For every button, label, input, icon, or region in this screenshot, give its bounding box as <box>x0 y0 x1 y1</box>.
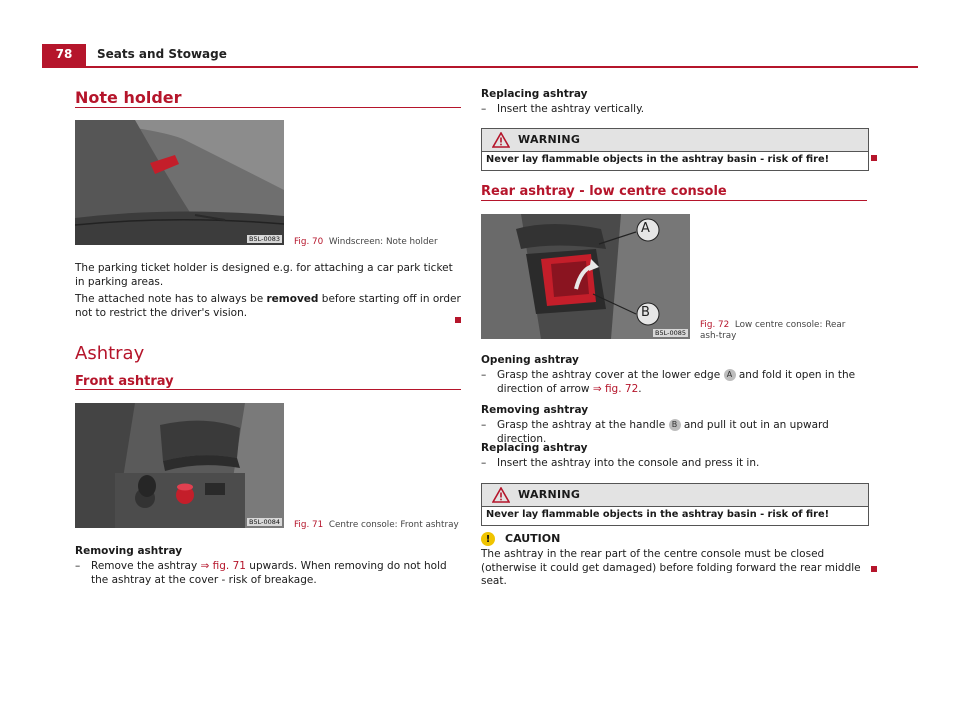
list-item-text: Insert the ashtray into the console and press it in. <box>497 457 760 469</box>
figure-caption <box>294 237 464 248</box>
caption-number: Fig. 72 <box>700 320 730 330</box>
replacing-ashtray-label: Replacing ashtray <box>481 442 588 454</box>
paragraph-note-holder-1: The parking ticket holder is designed e.g. for attaching a car park ticket in parking areas. <box>75 262 453 288</box>
rear-console-illustration <box>481 214 690 339</box>
list-item <box>481 369 869 399</box>
caution-header <box>481 532 560 546</box>
text-span: upwards. When removing do not hold the ashtray at the cover - risk of breakage. <box>91 560 447 586</box>
figure-reference-link[interactable]: ⇒ fig. 71 <box>200 560 246 572</box>
text-span: Remove the ashtray <box>91 560 201 572</box>
warning-title: WARNING <box>518 132 581 146</box>
figure-caption <box>294 520 464 531</box>
callout-label-a: A <box>641 221 650 236</box>
callout-badge-b: B <box>669 419 681 431</box>
removing-ashtray-label: Removing ashtray <box>481 404 589 416</box>
list-item-text <box>91 560 463 587</box>
caption-number: Fig. 71 <box>294 520 324 530</box>
list-item <box>481 457 869 472</box>
emphasis-removed: removed <box>266 293 319 305</box>
figure-reference-link[interactable]: ⇒ fig. 72 <box>592 382 639 395</box>
callout-label-b: B <box>641 305 650 320</box>
text-span: Grasp the ashtray cover at the lower edge <box>497 369 724 381</box>
heading-rule <box>75 389 461 390</box>
centre-console-illustration <box>75 403 284 528</box>
ashtray-heading: Ashtray <box>75 343 145 364</box>
dash-bullet: – <box>481 103 487 115</box>
list-item <box>75 560 463 590</box>
note-holder-heading: Note holder <box>75 88 182 107</box>
heading-rule <box>75 107 461 108</box>
warning-text: Never lay flammable objects in the ashtray basin - risk of fire! <box>486 154 830 165</box>
caption-text: Centre console: Front ashtray <box>328 520 459 530</box>
section-end-marker <box>871 155 877 161</box>
text-span: before starting off in order not to restrict the driver's vision. <box>75 293 461 319</box>
text-span: and pull it out in an upward direction. <box>497 419 829 445</box>
caption-text: Windscreen: Note holder <box>328 237 438 247</box>
rear-ashtray-heading: Rear ashtray - low centre console <box>481 184 727 199</box>
paragraph-note-holder-2 <box>75 293 463 320</box>
caution-exclamation-icon: ! <box>481 532 495 546</box>
warning-triangle-icon <box>492 132 510 148</box>
section-end-marker <box>455 317 461 323</box>
replacing-ashtray-label: Replacing ashtray <box>481 88 588 100</box>
caption-text: Low centre console: Rear ash-tray <box>700 320 846 341</box>
list-item-text <box>497 369 869 396</box>
section-end-marker <box>871 566 877 572</box>
heading-rule <box>481 200 867 201</box>
caption-number: Fig. 70 <box>294 237 324 247</box>
front-ashtray-subheading: Front ashtray <box>75 374 174 389</box>
figure-code: B5L-0083 <box>249 234 280 243</box>
caution-title: CAUTION <box>505 532 561 545</box>
dash-bullet: – <box>481 369 487 381</box>
figure-front-ashtray <box>75 403 284 528</box>
figure-caption <box>700 320 865 342</box>
dash-bullet: – <box>75 560 81 572</box>
warning-box <box>481 483 869 526</box>
figure-rear-ashtray <box>481 214 690 339</box>
warning-triangle-icon <box>492 487 510 503</box>
warning-text: Never lay flammable objects in the ashtray basin - risk of fire! <box>486 509 830 520</box>
opening-ashtray-label: Opening ashtray <box>481 354 579 366</box>
section-title: Seats and Stowage <box>97 47 227 61</box>
list-item <box>481 419 869 445</box>
windscreen-illustration <box>75 120 284 245</box>
warning-title: WARNING <box>518 487 581 501</box>
page-number: 78 <box>42 44 86 66</box>
text-span: Grasp the ashtray at the handle <box>497 419 669 431</box>
callout-badge-a: A <box>724 369 736 381</box>
list-item <box>481 103 869 118</box>
figure-code: B5L-0084 <box>249 517 280 526</box>
warning-header <box>482 484 868 507</box>
warning-box <box>481 128 869 171</box>
figure-note-holder <box>75 120 284 245</box>
list-item-text: Insert the ashtray vertically. <box>497 103 645 115</box>
warning-header <box>482 129 868 152</box>
removing-ashtray-label: Removing ashtray <box>75 545 183 557</box>
header-rule <box>42 66 918 68</box>
text-span: and fold it open in the direction of arrow <box>497 369 856 395</box>
text-span: The attached note has to always be <box>75 293 267 305</box>
figure-code: B5L-0085 <box>655 328 686 337</box>
dash-bullet: – <box>481 457 487 469</box>
dash-bullet: – <box>481 419 487 431</box>
text-span: . <box>638 382 642 395</box>
caution-text: The ashtray in the rear part of the centre console must be closed (otherwise it could get damaged) before folding forward the rear middle seat. <box>481 548 861 588</box>
